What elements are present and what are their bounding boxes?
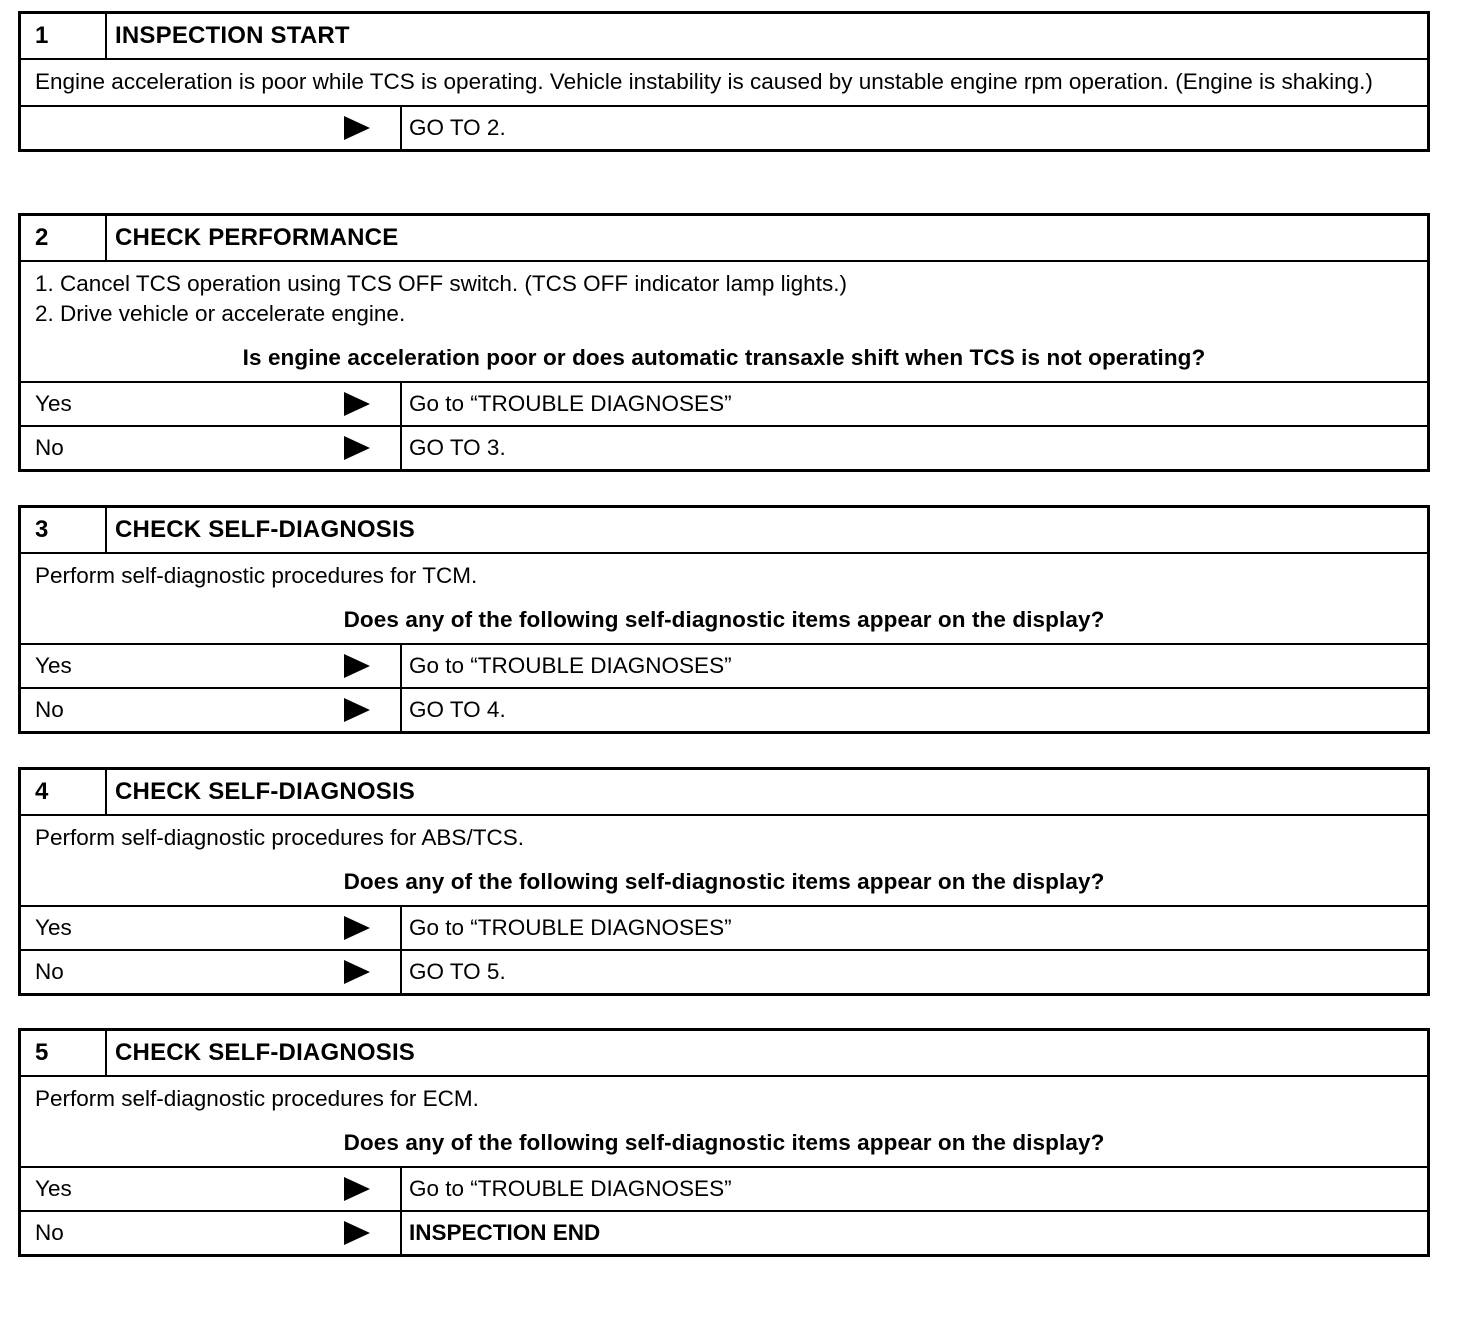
result-target: GO TO 5. [409, 959, 506, 984]
result-label: No [35, 1220, 64, 1245]
result-label-cell [21, 383, 402, 425]
step-question: Is engine acceleration poor or does automatic transaxle shift when TCS is not operating? [242, 345, 1206, 370]
result-target: GO TO 4. [409, 697, 506, 722]
step-body-text: Perform self-diagnostic procedures for ABS/TCS. [35, 825, 524, 850]
step-number: 1 [21, 14, 107, 58]
result-target: Go to “TROUBLE DIAGNOSES” [409, 391, 732, 416]
result-target: Go to “TROUBLE DIAGNOSES” [409, 915, 732, 940]
arrow-right-icon [344, 436, 370, 460]
arrow-right-icon [344, 1221, 370, 1245]
arrow-right-icon [344, 392, 370, 416]
result-label-cell [21, 645, 402, 687]
result-label: No [35, 435, 64, 460]
step-1-box [18, 11, 1430, 152]
step-body [21, 1077, 1427, 1168]
step-title: CHECK SELF-DIAGNOSIS [115, 778, 416, 805]
step-header [21, 1031, 1427, 1077]
step-header [21, 770, 1427, 816]
step-2-box [18, 213, 1430, 472]
result-label: Yes [35, 391, 72, 416]
result-row-no [21, 1212, 1427, 1254]
result-row-no [21, 951, 1427, 993]
step-question: Does any of the following self-diagnostic items appear on the display? [343, 607, 1105, 632]
step-4-box [18, 767, 1430, 996]
arrow-right-icon [344, 960, 370, 984]
result-label-cell [21, 427, 402, 469]
step-body [21, 816, 1427, 907]
step-body [21, 554, 1427, 645]
result-row-yes [21, 383, 1427, 427]
arrow-right-icon [344, 116, 370, 140]
arrow-right-icon [344, 916, 370, 940]
result-target: Go to “TROUBLE DIAGNOSES” [409, 653, 732, 678]
step-title: INSPECTION START [115, 22, 350, 49]
step-5-box [18, 1028, 1430, 1257]
step-body-text: 1. Cancel TCS operation using TCS OFF switch. (TCS OFF indicator lamp lights.) [35, 271, 847, 296]
step-body-text: Perform self-diagnostic procedures for TCM. [35, 563, 478, 588]
step-title: CHECK SELF-DIAGNOSIS [115, 1039, 416, 1066]
step-number: 2 [21, 216, 107, 260]
step-number: 4 [21, 770, 107, 814]
result-row-no [21, 689, 1427, 731]
step-header [21, 216, 1427, 262]
arrow-right-icon [344, 698, 370, 722]
step-question: Does any of the following self-diagnostic items appear on the display? [343, 1130, 1105, 1155]
result-label-cell [21, 1168, 402, 1210]
result-target: INSPECTION END [409, 1220, 601, 1245]
result-label-cell [21, 907, 402, 949]
result-label: Yes [35, 1176, 72, 1201]
step-body-text: Engine acceleration is poor while TCS is operating. Vehicle instability is caused by unstable engine rpm operation. (Engine is shaking.) [35, 69, 1373, 94]
result-row-no [21, 427, 1427, 469]
result-row-yes [21, 645, 1427, 689]
step-header [21, 508, 1427, 554]
arrow-right-icon [344, 654, 370, 678]
result-row [21, 107, 1427, 149]
result-label: Yes [35, 653, 72, 678]
result-label: Yes [35, 915, 72, 940]
step-3-box [18, 505, 1430, 734]
step-number: 3 [21, 508, 107, 552]
result-label: No [35, 959, 64, 984]
step-number: 5 [21, 1031, 107, 1075]
result-label: No [35, 697, 64, 722]
result-target: GO TO 2. [409, 115, 506, 140]
result-label-cell [21, 1212, 402, 1254]
arrow-right-icon [344, 1177, 370, 1201]
step-body-text: 2. Drive vehicle or accelerate engine. [35, 301, 406, 326]
step-question: Does any of the following self-diagnostic items appear on the display? [343, 869, 1105, 894]
step-body [21, 60, 1427, 107]
result-row-yes [21, 1168, 1427, 1212]
result-label-cell [21, 107, 402, 149]
step-body [21, 262, 1427, 383]
result-label-cell [21, 951, 402, 993]
result-label-cell [21, 689, 402, 731]
step-header [21, 14, 1427, 60]
result-target: Go to “TROUBLE DIAGNOSES” [409, 1176, 732, 1201]
step-title: CHECK PERFORMANCE [115, 224, 399, 251]
result-row-yes [21, 907, 1427, 951]
result-target: GO TO 3. [409, 435, 506, 460]
step-body-text: Perform self-diagnostic procedures for ECM. [35, 1086, 479, 1111]
step-title: CHECK SELF-DIAGNOSIS [115, 516, 416, 543]
